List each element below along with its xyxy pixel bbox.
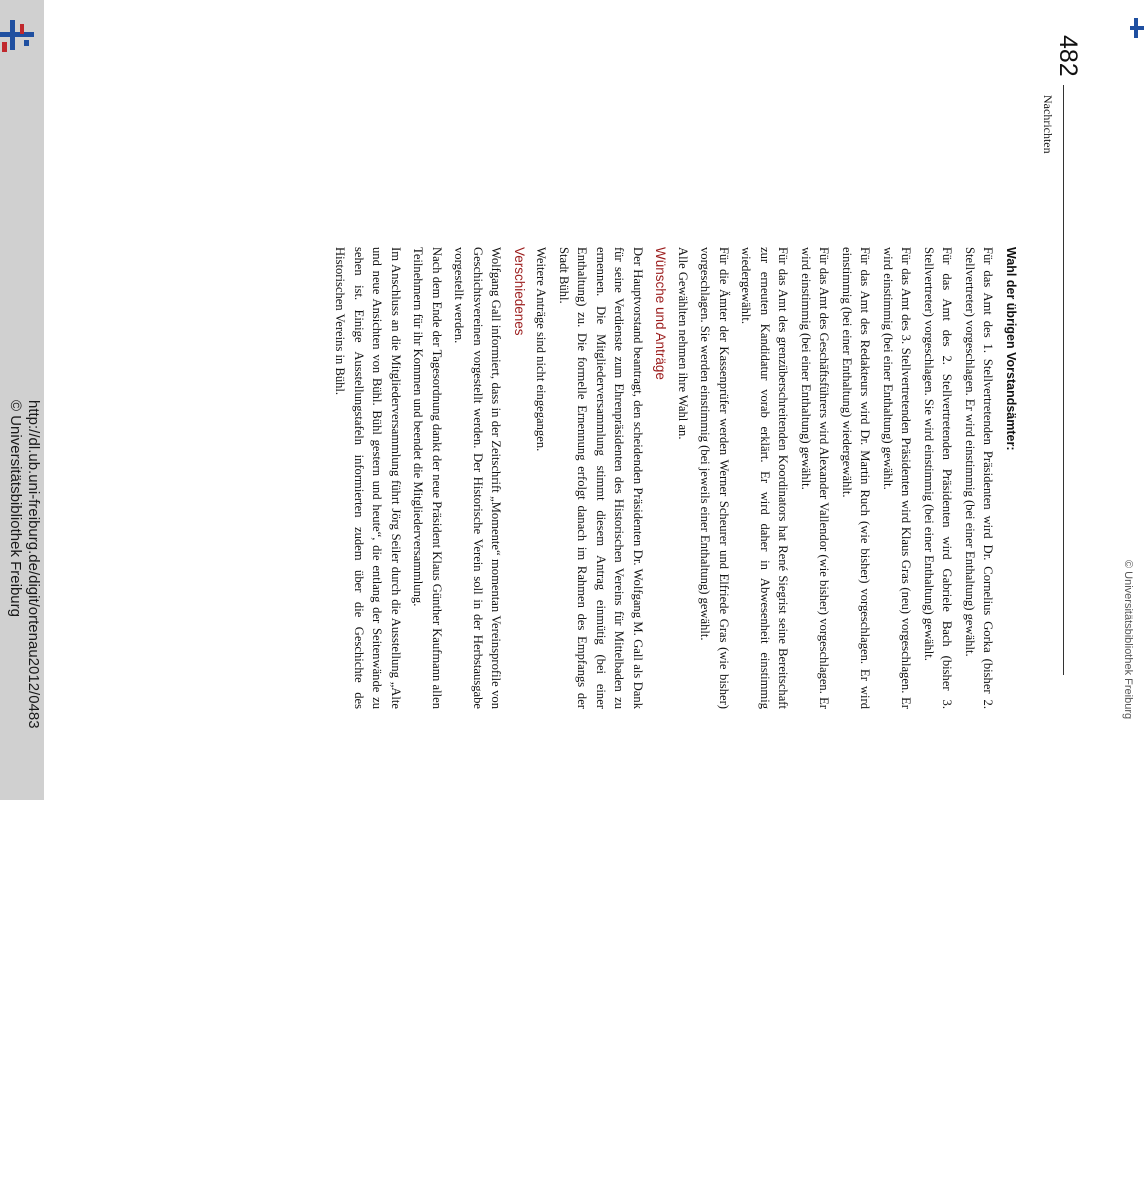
paragraph: Alle Gewählten nehmen ihre Wahl an. [676,247,690,440]
paragraph: Für das Amt des Geschäftsführers wird Alexander Vallendor (wie bisher) vorgeschlagen. Er wird einstimmig (bei einer Enthaltung) gewählt. [799,247,832,709]
library-logo-right-icon [1130,18,1144,40]
library-logo-icon [0,18,40,58]
paragraph: Für die Ämter der Kassenprüfer werden Werner Scheurer und Elfriede Gras (wie bisher) vorgeschlagen. Sie werden einstimmig (bei jeweils einer Enthaltung) gewählt. [698,247,731,709]
page-content [327,247,1020,709]
page-number: 482 [1054,35,1082,77]
copyright-right: © Universitätsbibliothek Freiburg [1122,560,1134,720]
paragraph: Für das Amt des Redakteurs wird Dr. Martin Ruch (wie bisher) vorgeschlagen. Er wird einstimmig (bei einer Enthaltung) wiedergewählt. [840,247,873,709]
paragraph: Für das Amt des 1. Stellvertretenden Präsidenten wird Dr. Cornelius Gorka (bisher 2. Stellvertreter) vorgeschlagen. Er wird einstimmig (bei einer Enthaltung) gewählt. [963,247,996,709]
paragraph: Weitere Anträge sind nicht eingegangen. [534,247,549,452]
paragraph: Im Anschluss an die Mitgliederversammlung führt Jörg Seiler durch die Ausstellung „Alte und neue Ansichten von Bühl. Bühl gestern und heute“, die entlang der Seitenwände zu sehen ist. Einige Ausstellungstafeln informierten zudem über die Geschichte des Historischen Vereins in Bühl. [333,247,403,709]
paragraph: Für das Amt des grenzüberschreitenden Koordinators hat René Siegrist seine Bereitschaft zur erneuten Kandidatur vorab erklärt. Er wird daher in Abwesenheit einstimmig wiedergewählt. [739,247,791,709]
paragraph: Für das Amt des 3. Stellvertretenden Präsidenten wird Klaus Gras (neu) vorgeschlagen. Er wird einstimmig (bei einer Enthaltung) gewählt. [881,247,914,709]
page-header [1030,35,1090,675]
source-url-rotated [2,400,42,1200]
section-name: Nachrichten [1041,95,1055,154]
paragraph: Der Hauptvorstand beantragt, den scheidenden Präsidenten Dr. Wolfgang M. Gall als Dank für seine Verdienste zum Ehrenpräsidenten des Historischen Vereins für Mittelbaden zu ernennen. Die Mitgliederversammlung stimmt diesem Antrag einmütig (bei einer Enthaltung) zu. Die formelle Ernennung erfolgt danach im Rahmen des Empfangs der Stadt Bühl. [557,247,645,709]
heading-wahl: Wahl der übrigen Vorstandsämter: [1004,247,1018,451]
paragraph: Für das Amt des 2. Stellvertretenden Präsidenten wird Gabriele Bach (bisher 3. Stellvertreter) vorgeschlagen. Sie wird einstimmig (bei einer Enthaltung) gewählt. [922,247,955,709]
copyright-left: © Universitätsbibliothek Freiburg [7,400,24,617]
paragraph: Wolfgang Gall informiert, dass in der Zeitschrift „Momente“ momentan Vereinsprofile von Geschichtsvereinen vorgestellt werden. Der Historische Verein soll in der Herbstausgabe vorgestellt werden. [452,247,504,709]
heading-wuensche: Wünsche und Anträge [653,247,669,380]
source-url[interactable]: http://dl.ub.uni-freiburg.de/digit/ortenau2012/0483 [25,400,42,729]
paragraph: Nach dem Ende der Tagesordnung dankt der neue Präsident Klaus Günther Kaufmann allen Teilnehmern für ihr Kommen und beendet die Mitgliederversammlung. [411,247,444,709]
document-page [100,35,1090,775]
heading-verschiedenes: Verschiedenes [512,247,527,336]
header-rule [1063,85,1064,675]
